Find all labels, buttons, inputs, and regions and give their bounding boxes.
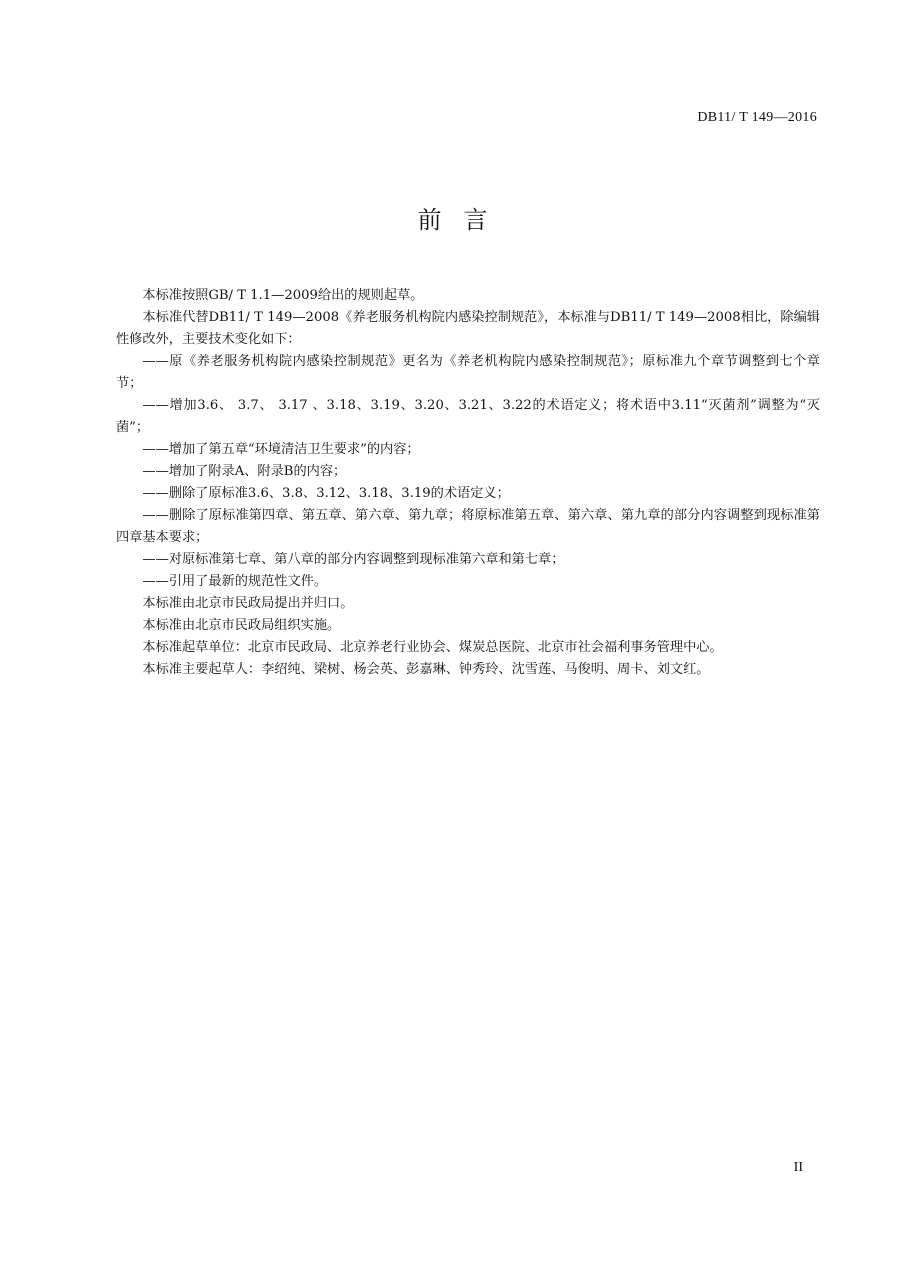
paragraph: ——删除了原标准第四章、第五章、第六章、第九章；将原标准第五章、第六章、第九章的部分内容调整到现标准第四章基本要求； [116,508,820,545]
paragraph: ——删除了原标准3.6、3.8、3.12、3.18、3.19的术语定义； [142,486,510,501]
paragraph: ——增加3.6、 3.7、 3.17 、3.18、3.19、3.20、3.21、3.22的术语定义；将术语中3.11“灭菌剂”调整为“灭菌”； [116,398,820,435]
paragraph: 本标准由北京市民政局提出并归口。 [142,596,354,611]
paragraph: 本标准代替DB11/ T 149—2008《养老服务机构院内感染控制规范》，本标准与DB11/ T 149—2008相比，除编辑性修改外，主要技术变化如下： [116,310,820,347]
paragraph: 本标准主要起草人：李绍纯、梁树、杨会英、彭嘉琳、钟秀玲、沈雪莲、马俊明、周卡、刘文红。 [142,662,710,677]
paragraph: ——原《养老服务机构院内感染控制规范》更名为《养老机构院内感染控制规范》；原标准九个章节调整到七个章节； [116,354,820,391]
paragraph: ——对原标准第七章、第八章的部分内容调整到现标准第六章和第七章； [142,552,565,567]
document-code: DB11/ T 149—2016 [697,110,817,125]
paragraph: 本标准由北京市民政局组织实施。 [142,618,341,633]
paragraph: ——引用了最新的规范性文件。 [142,574,328,589]
foreword-body [116,285,820,681]
paragraph: ——增加了第五章“环境清洁卫生要求”的内容； [142,442,420,457]
paragraph: 本标准按照GB/ T 1.1—2009给出的规则起草。 [142,288,424,303]
paragraph: ——增加了附录A、附录B的内容； [142,464,347,479]
page-title: 前言 [417,206,510,234]
paragraph: 本标准起草单位：北京市民政局、北京养老行业协会、煤炭总医院、北京市社会福利事务管理中心。 [142,640,723,655]
page-number: II [793,1160,803,1175]
